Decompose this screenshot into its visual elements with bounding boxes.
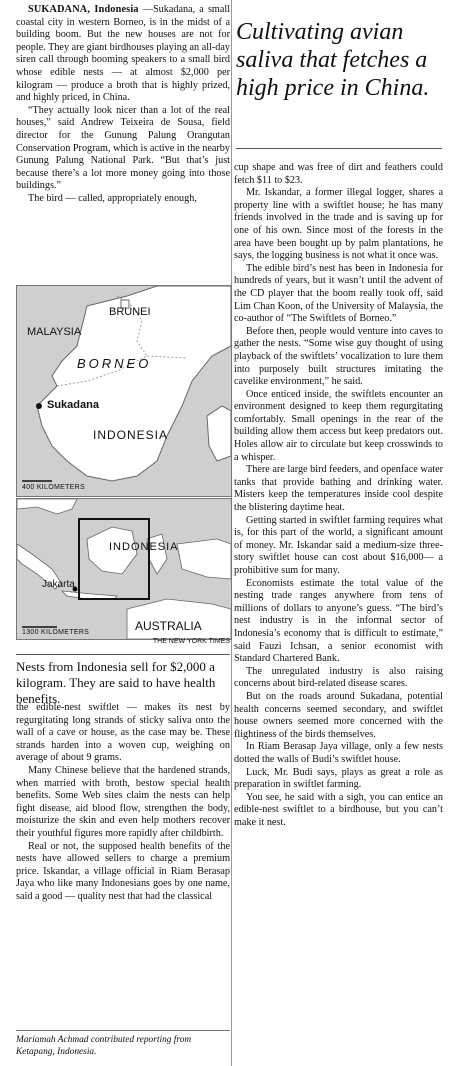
contributor-note: Mariamah Achmad contributed reporting from Ketapang, Indonesia. bbox=[16, 1030, 230, 1058]
headline-rule bbox=[236, 148, 442, 149]
lead-paragraph bbox=[16, 4, 230, 105]
photo-credit: THE NEW YORK TIMES bbox=[152, 638, 230, 645]
paragraph: Many Chinese believe that the hardened strands, when married with broth, bestow special health benefits. Some Web sites claim the nests can help fight disease, aid blood flow, strengthen the body, moisturize the skin and even help mothers recover their youthful figures more rapidly after childbirth. bbox=[16, 764, 230, 839]
paragraph: Real or not, the supposed health benefits of the nests have allowed sellers to charge a premium price. Iskandar, a village official in Riam Berasap Jaya who like many Indonesians goes by one name, said a good — quality nest that had the classical bbox=[16, 840, 230, 902]
paragraph: Mr. Iskandar, a former illegal logger, shares a property line with a swiftlet house; he has many friends involved in the trade and is saving up for one of his own. Since most of the forests in the area have been bought up by palm plantations, he says, the logging business is not what it once was. bbox=[234, 187, 443, 262]
map-scale-label: 1300 KILOMETERS bbox=[22, 629, 90, 636]
article-column-right bbox=[234, 162, 443, 829]
map-caption: Nests from Indonesia sell for $2,000 a kilogram. They are said to have health benefits. bbox=[16, 654, 230, 707]
map-label-sukadana: Sukadana bbox=[47, 399, 99, 411]
paragraph: “They actually look nicer than a lot of the real houses,” said Andrew Teixeira de Sousa, field director for the Gunung Palung Orangutan Conservation Program, which is active in the nearby Gunung Palung National Park. “But that’s just because there’s a lot more money going into those buildings.” bbox=[16, 104, 230, 192]
paragraph: The edible bird’s nest has been in Indonesia for hundreds of years, but it wasn’t until the advent of the CD player that the boom really took off, said Lim Chan Koon, of the University of Malaysia, the co-author of “The Swiftlets of Borneo.” bbox=[234, 262, 443, 325]
paragraph: The unregulated industry is also raising concerns about bird-related disease scares. bbox=[234, 665, 443, 690]
article-column-left-bottom bbox=[16, 702, 230, 904]
map-scale-label: 400 KILOMETERS bbox=[22, 484, 85, 491]
paragraph: You see, he said with a sigh, you can entice an edible-nest swiftlet to a birdhouse, but you can’t make it nest. bbox=[234, 791, 443, 828]
article-column-left-top bbox=[16, 4, 230, 206]
paragraph: Once enticed inside, the swiftlets encounter an environment designed to keep them regurgitating comfortably. Small openings in the rear of the building allow them access but keep predators out. Holes allow air to circulate but keep crosswinds to a whisper. bbox=[234, 388, 443, 463]
paragraph: Luck, Mr. Budi says, plays as great a role as preparation in swiftlet farming. bbox=[234, 766, 443, 791]
map-label-malaysia: MALAYSIA bbox=[27, 326, 82, 338]
map-label-indonesia: INDONESIA bbox=[93, 428, 169, 442]
lead-text: —Sukadana, a small coastal city in western Borneo, is in the midst of a building boom. But the new houses are not for people. They are giant birdhouses playing an all-day siren call through booming speakers to a small bird whose edible nests — at almost $2,000 per kilogram — produce a broth that is highly prized, and highly priced, in China. bbox=[16, 4, 231, 104]
map-label-brunei: BRUNEI bbox=[109, 306, 151, 318]
paragraph: In Riam Berasap Jaya village, only a few nests dotted the walls of Budi’s swiftlet house. bbox=[234, 741, 443, 765]
map-label-jakarta: Jakarta bbox=[42, 579, 75, 590]
dateline: SUKADANA, Indonesia bbox=[28, 4, 139, 15]
paragraph: cup shape and was free of dirt and feathers could fetch $11 to $23. bbox=[234, 162, 443, 186]
borneo-map bbox=[16, 285, 232, 497]
paragraph: But on the roads around Sukadana, potential health concerns seemed secondary, and swiftlet house owners seemed more concerned with the flightiness of the birds themselves. bbox=[234, 690, 443, 740]
map-label-borneo: BORNEO bbox=[77, 356, 152, 371]
paragraph: The bird — called, appropriately enough, bbox=[28, 192, 197, 204]
map-label-indonesia-region: INDONESIA bbox=[109, 541, 179, 553]
map-label-australia: AUSTRALIA bbox=[135, 619, 202, 633]
paragraph: There are large bird feeders, and openface water tanks that provide bathing and drinking water. Misters keep the temperatures inside cool despite the blistering daytime heat. bbox=[234, 464, 443, 514]
region-map bbox=[16, 498, 232, 640]
region-map-graphic bbox=[17, 499, 231, 639]
paragraph: Getting started in swiftlet farming requires what is, for this part of the world, a significant amount of money. Mr. Iskandar said a medium-size three-story swiftlet house can cost about $16,000— a prohibitive sum for many. bbox=[234, 514, 443, 576]
headline: Cultivating avian saliva that fetches a high price in China. bbox=[236, 19, 430, 101]
paragraph: the edible-nest swiftlet — makes its nest by regurgitating long strands of sticky saliva onto the wall of a cave or house, as the case may be. These strands harden into a woven cup, weighing on average of about 9 grams. bbox=[16, 702, 230, 764]
paragraph: Before then, people would venture into caves to gather the nests. “Some wise guy thought of using playback of the swiftlets’ vocalization to lure them into purposely built structures imitating the cavelike environment,” he said. bbox=[234, 325, 443, 388]
paragraph: Economists estimate the total value of the nesting trade ranges anywhere from tens of millions of dollars to anyone’s guess. “The bird’s nest industry is in the informal sector of Indonesia’s economy that is difficult to estimate,” said Fauzi Ichsan, a senior economist with Standard Chartered Bank. bbox=[234, 577, 443, 665]
